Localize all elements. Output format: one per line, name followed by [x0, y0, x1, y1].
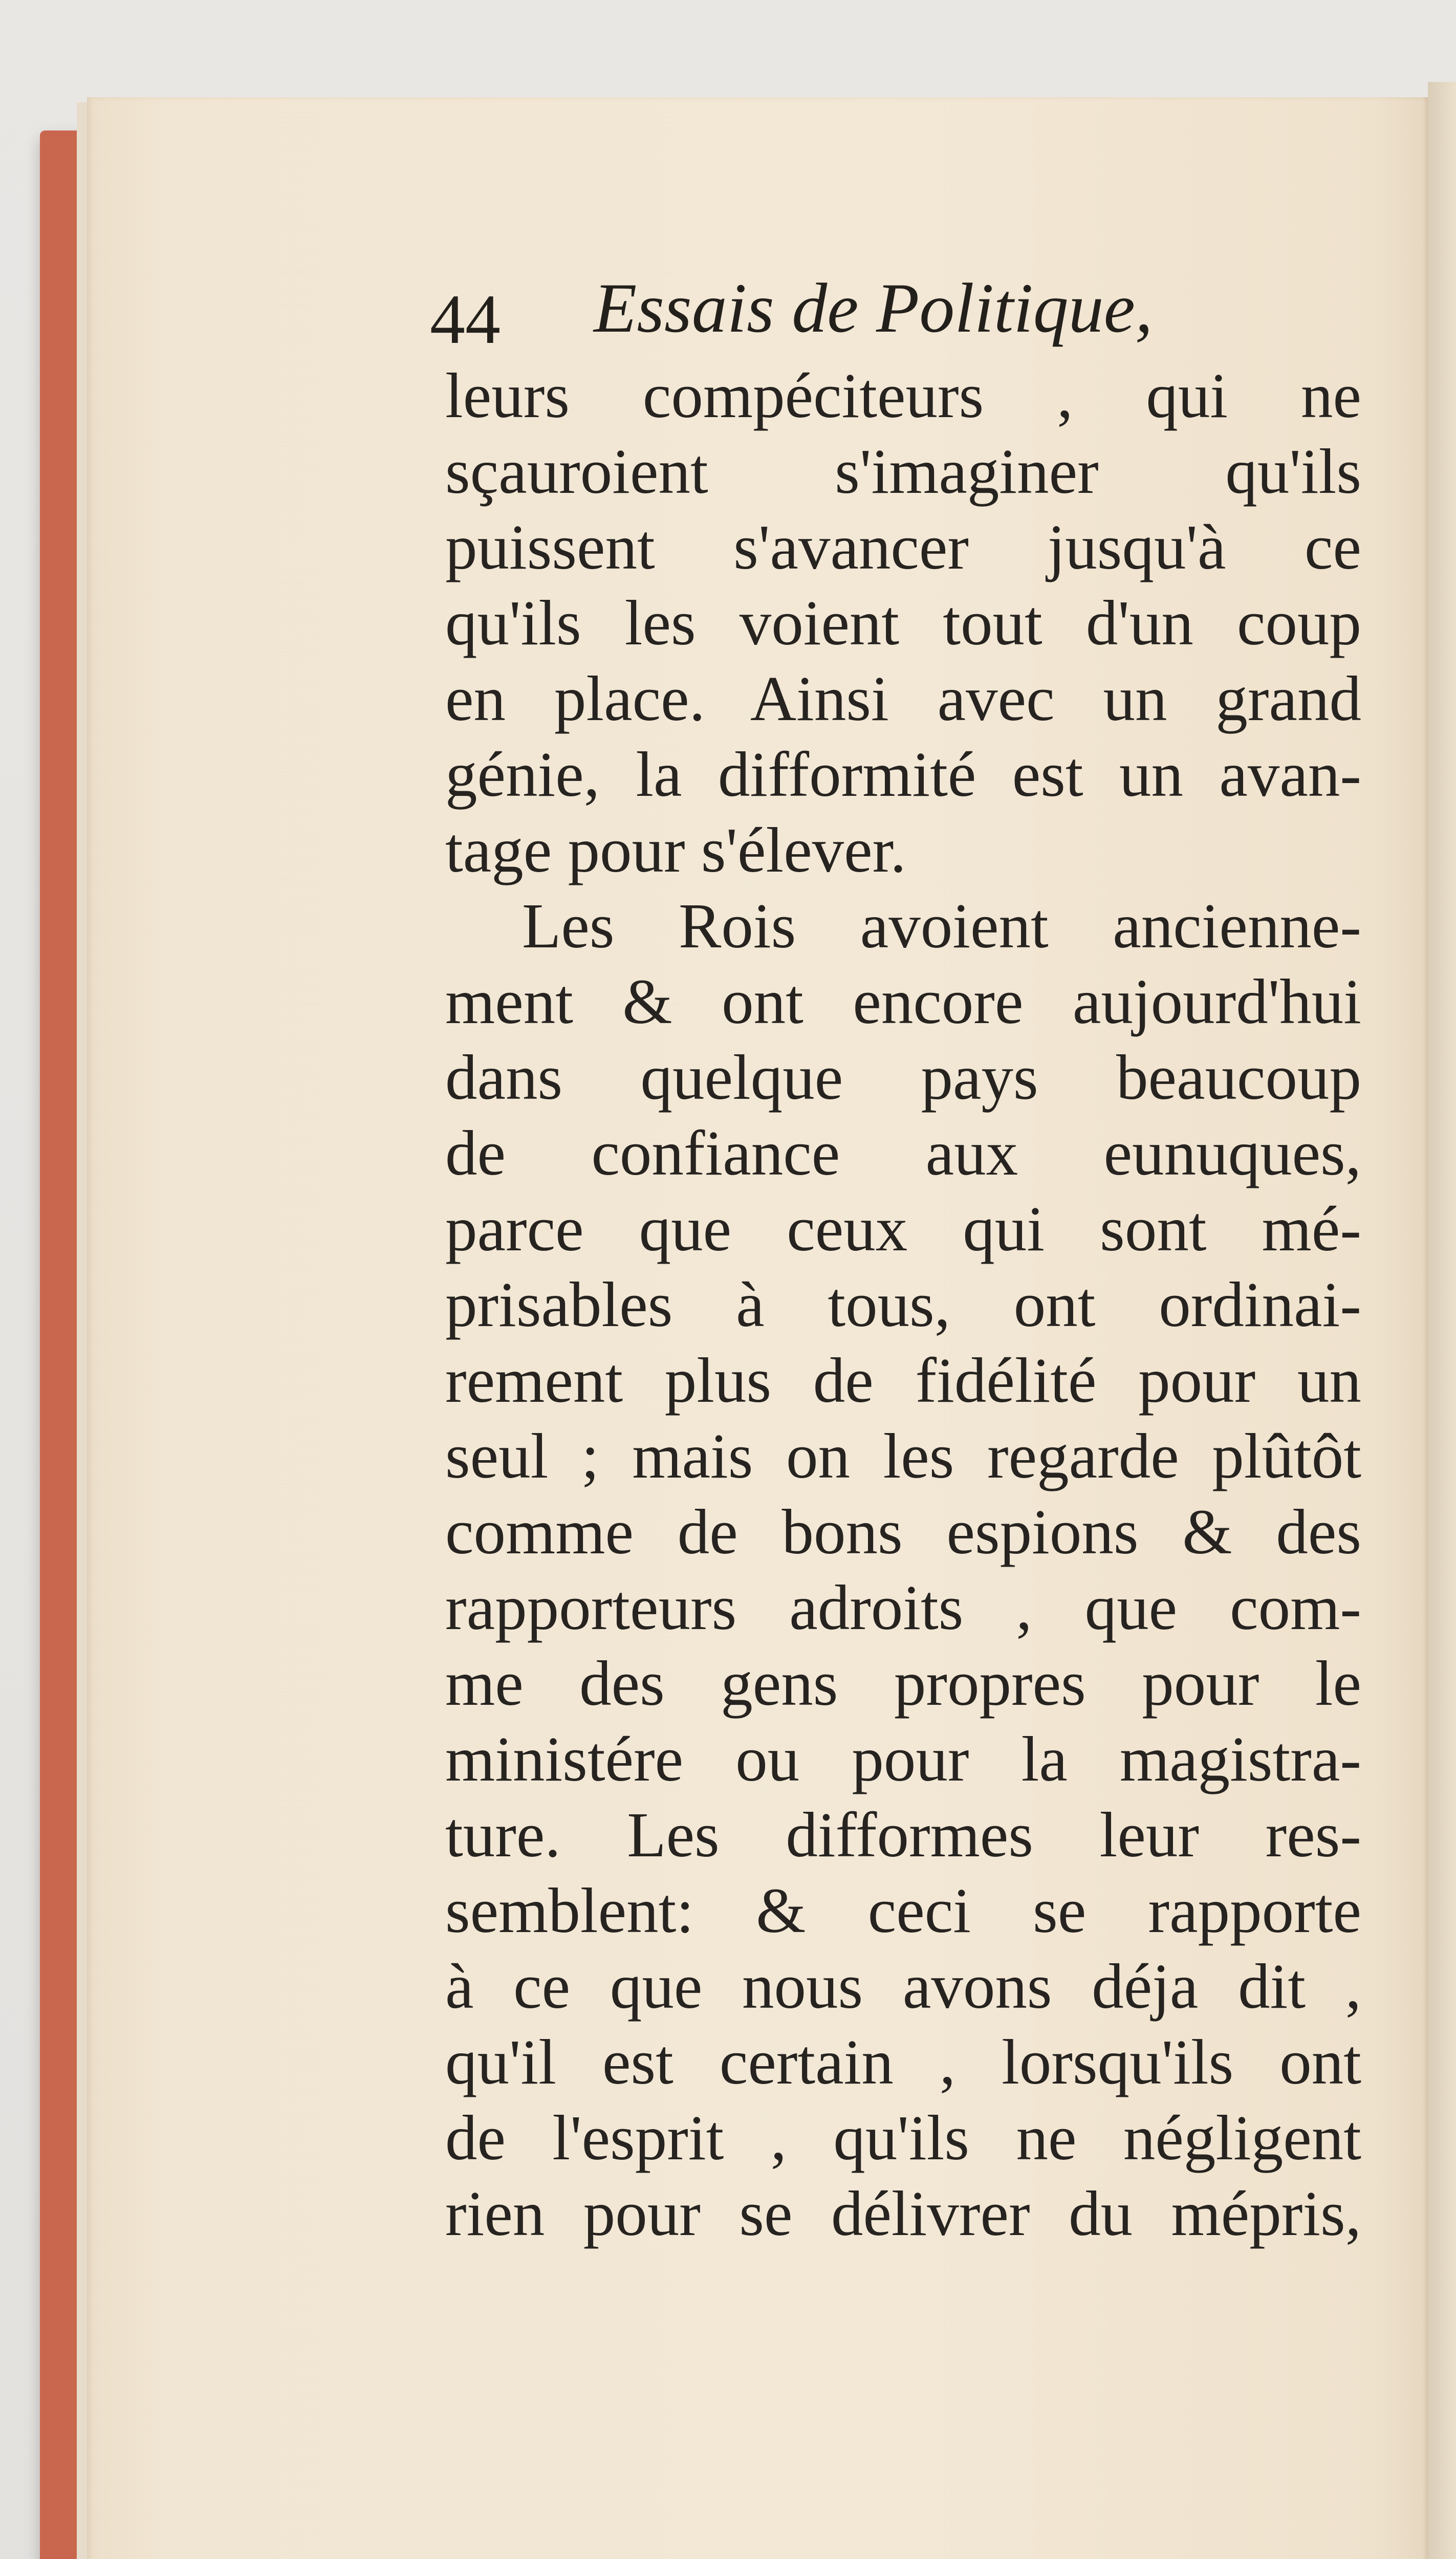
text-line: en place. Ainsi avec un grand: [445, 664, 1361, 734]
text-line: seul ; mais on les regarde plûtôt: [445, 1421, 1361, 1492]
text-line: qu'ils les voient tout d'un coup: [445, 588, 1361, 659]
page-number: 44: [430, 280, 501, 358]
text-line: de l'esprit , qu'ils ne négligent: [445, 2103, 1361, 2174]
text-line: ministére ou pour la magistra-: [445, 1724, 1361, 1795]
text-line: rement plus de fidélité pour un: [445, 1346, 1361, 1416]
text-line: prisables à tous, ont ordinai-: [445, 1270, 1361, 1340]
text-line: rapporteurs adroits , que com-: [445, 1573, 1361, 1643]
text-line: parce que ceux qui sont mé-: [445, 1194, 1361, 1265]
text-line: dans quelque pays beaucoup: [445, 1043, 1361, 1113]
running-title: Essais de Politique,: [594, 269, 1153, 347]
text-line: à ce que nous avons déja dit ,: [445, 1951, 1361, 2022]
facing-page-edge: [1428, 82, 1456, 2559]
text-line: leurs compéciteurs , qui ne: [445, 361, 1361, 431]
text-line: qu'il est certain , lorsqu'ils ont: [445, 2027, 1361, 2098]
text-line: de confiance aux eunuques,: [445, 1118, 1361, 1189]
text-line: ment & ont encore aujourd'hui: [445, 967, 1361, 1037]
text-line: génie, la difformité est un avan-: [445, 740, 1361, 810]
page-header: [430, 264, 1402, 356]
text-line: sçauroient s'imaginer qu'ils: [445, 437, 1361, 507]
text-line: comme de bons espions & des: [445, 1497, 1361, 1568]
text-line: semblent: & ceci se rapporte: [445, 1876, 1361, 1946]
text-line: rien pour se délivrer du mépris,: [445, 2179, 1361, 2249]
text-line: ture. Les difformes leur res-: [445, 1800, 1361, 1871]
text-line: Les Rois avoient ancienne-: [522, 891, 1361, 962]
text-line: tage pour s'élever.: [445, 815, 906, 886]
text-line: me des gens propres pour le: [445, 1649, 1361, 1719]
text-line: puissent s'avancer jusqu'à ce: [445, 512, 1361, 583]
